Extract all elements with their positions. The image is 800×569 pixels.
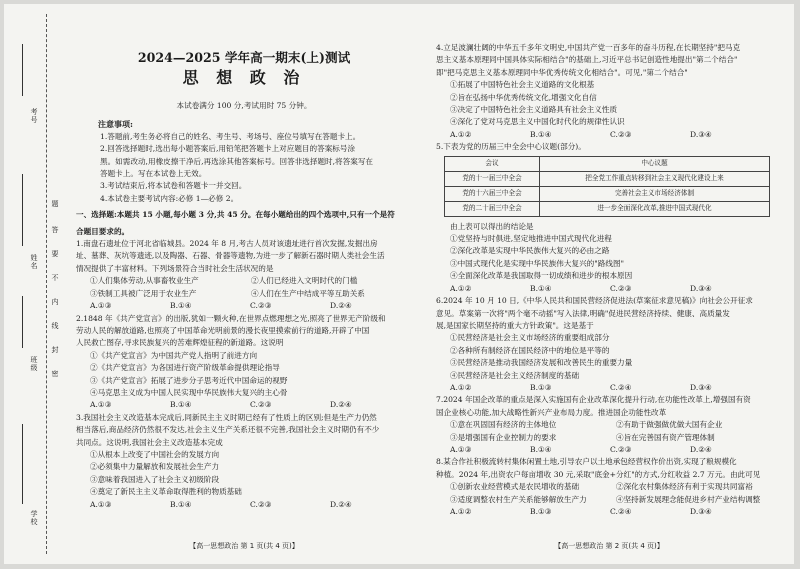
answer-option: C.②④ <box>610 507 632 516</box>
page-footer: 【高一思想政治 第 1 页(共 4 页)】 <box>189 541 299 550</box>
table-row <box>445 171 770 186</box>
page-one <box>76 4 412 564</box>
answer-option: A.①② <box>450 283 472 293</box>
choice: ③适度调整农村生产关系能够解放生产力 <box>450 494 587 504</box>
answer-option: B.①④ <box>170 400 192 410</box>
answer-option: B.①④ <box>170 499 192 509</box>
choice: ②旨在弘扬中华优秀传统文化,增强文化自信 <box>450 92 597 102</box>
table-cell: 把全党工作重点转移到社会主义现代化建设上来 <box>540 171 770 186</box>
question-stem: 址、墓葬、灰坑等遗迹,以及陶器、石器、骨器等遗物,为进一步了解新石器时期人类社会生活 <box>76 251 385 261</box>
answer-option: A.①③ <box>450 444 472 454</box>
seal-char: 要 <box>51 250 59 257</box>
choice: ④奠定了新民主主义革命取得胜利的物质基础 <box>90 487 242 497</box>
seal-char: 封 <box>51 346 59 353</box>
table-row <box>445 201 770 216</box>
choice: ③意味着我国进入了社会主义初级阶段 <box>90 474 220 484</box>
seal-char: 答 <box>51 226 59 233</box>
seal-char: 不 <box>51 274 59 281</box>
notice-heading: 注意事项: <box>98 119 133 130</box>
exam-meta: 本试卷满分 100 分,考试用时 75 分钟。 <box>176 101 312 110</box>
seal-char: 密 <box>51 370 59 377</box>
underline-name <box>22 174 23 246</box>
answer-option: C.②③ <box>250 301 272 311</box>
table-cell: 党的十一届三中全会 <box>445 171 540 186</box>
choice: ①民营经济是社会主义市场经济的重要组成部分 <box>450 333 610 343</box>
table-header: 会议 <box>445 156 540 171</box>
notice-item: 答题卡上。写在本试卷上无效。 <box>100 169 207 179</box>
section-heading: 合题目要求的。 <box>76 226 130 236</box>
answer-option: A.①③ <box>90 499 112 509</box>
answer-option: D.②④ <box>690 444 712 454</box>
choice: ③决定了中国特色社会主义道路具有社会主义性质 <box>450 105 618 115</box>
label-exam-number: 考号 <box>30 108 38 124</box>
question-stem: 即"把马克思主义基本原理同中华优秀传统文化相结合"。可见,"第二个结合" <box>436 67 688 77</box>
question-6 <box>436 295 782 394</box>
notice-item: 4.本试卷主要考试内容:必修 1—必修 2。 <box>100 193 239 203</box>
answer-option: D.②④ <box>330 400 352 410</box>
choice: ①从根本上改变了中国社会的发展方向 <box>90 449 220 459</box>
question-stem: 意见。草案第一次将"两个毫不动摇"写入法律,明确"促进民营经济持续、健康、高质量发 <box>436 308 730 318</box>
choice: ①《共产党宣言》为中国共产党人指明了前进方向 <box>90 350 258 360</box>
notice-item: 3.考试结束后,将本试卷和答题卡一并交回。 <box>100 181 247 191</box>
question-8 <box>436 456 782 518</box>
answer-option: B.①④ <box>530 444 552 454</box>
choice: ②《共产党宣言》为各国进行资产阶级革命提供理论指导 <box>90 363 280 373</box>
table-cell: 党的十六届三中全会 <box>445 186 540 201</box>
answer-option: C.②③ <box>250 499 272 509</box>
question-stem: 7.2024 年国企改革的重点是深入实施国有企业改革深化提升行动,在功能性改革上,增强国有资 <box>436 395 751 405</box>
exam-subject: 思 想 政 治 <box>182 68 306 87</box>
question-stem: 国企业核心功能,加大战略性新兴产业布局力度。推进国企功能性改革 <box>436 407 667 417</box>
question-stem: 3.我国社会主义改造基本完成后,同新民主主义时期已经有了性质上的区别;但是生产力仍然 <box>76 412 377 422</box>
label-class: 班级 <box>30 356 38 372</box>
seal-char: 内 <box>51 298 59 305</box>
underline-class <box>22 296 23 348</box>
answer-option: C.②③ <box>610 283 632 293</box>
question-1 <box>76 238 412 312</box>
choice: ②各种所有制经济在国民经济中的地位是平等的 <box>450 345 610 355</box>
choice: ④旨在完善国有资产管理体制 <box>616 432 715 442</box>
binding-margin <box>4 4 62 564</box>
question-stem: 8.某合作社积极流转村集体闲置土地,引导农户以土地承包经营权作价出资,实现了粮规模化 <box>436 457 737 467</box>
answer-option: D.③④ <box>690 382 712 392</box>
answer-option: D.②④ <box>330 499 352 509</box>
answer-option: D.③④ <box>690 507 712 516</box>
choice: ④马克思主义成为中国人民实现中华民族伟大复兴的主心骨 <box>90 387 288 397</box>
question-stem: 6.2024 年 10 月 10 日,《中华人民共和国民营经济促进法(草案征求意见稿)》向社会公开征求 <box>436 296 753 306</box>
question-stem: 5.下表为党的历届三中全会中心议题(部分)。 <box>436 142 586 152</box>
question-lead: 由上表可以得出的结论是 <box>450 221 534 231</box>
answer-option: B.①④ <box>170 301 192 311</box>
answer-option: B.①③ <box>530 507 552 516</box>
page-two <box>436 4 782 564</box>
question-stem: 人民救亡图存,寻求民族复兴的苦难辉煌征程的新道路。这说明 <box>76 338 284 348</box>
answer-option: C.②④ <box>610 382 632 392</box>
choice: ③铁制工具被广泛用于农业生产 <box>90 288 197 298</box>
question-stem: 种植。2024 年,出资农户每亩增收 30 元,采取"底金+分红"的方式,分红收益 2.7 万元。由此可见 <box>436 469 761 479</box>
seal-dash-line <box>46 14 47 554</box>
question-stem: 1.南盘石遗址位于河北省临城县。2024 年 8 月,考古人员对该遗址进行首次发掘,发掘出房 <box>76 239 378 249</box>
answer-option: D.③④ <box>690 129 712 139</box>
question-stem: 共同点。这说明,我国社会主义改造基本完成 <box>76 437 223 447</box>
choice: ④人们在生产中结成平等互助关系 <box>251 288 365 298</box>
choice: ④坚持新发展理念能促进乡村产业结构调整 <box>616 494 761 504</box>
question-stem: 劳动人民的解放道路,也照亮了中国革命光明前景的漫长夜里摸索前行的道路,开辟了中国 <box>76 325 370 335</box>
notice-item: 1.答题前,考生务必将自己的姓名、考生号、考场号、座位号填写在答题卡上。 <box>100 131 361 141</box>
question-stem: 情况提供了丰富材料。下列场景符合当时社会生活状况的是 <box>76 263 274 273</box>
question-3 <box>76 412 412 511</box>
choice: ②深化改革是实现中华民族伟大复兴的必由之路 <box>450 246 610 256</box>
answer-option: D.②④ <box>330 301 352 311</box>
choice: ④民营经济是社会主义经济制度的基础 <box>450 370 580 380</box>
question-4 <box>436 42 782 141</box>
table-cell: 进一步全面深化改革,推进中国式现代化 <box>540 201 770 216</box>
answer-option: B.①③ <box>530 382 552 392</box>
label-name: 姓名 <box>30 254 38 270</box>
seal-char: 线 <box>51 322 59 329</box>
answer-option: A.①③ <box>90 301 112 311</box>
choice: ②有助于做强做优做大国有企业 <box>616 420 723 430</box>
answer-option: A.①③ <box>90 400 112 410</box>
choice: ③是增强国有企业控制力的要求 <box>450 432 557 442</box>
answer-option: C.②③ <box>610 129 632 139</box>
underline-school <box>22 424 23 504</box>
agenda-table <box>444 156 770 217</box>
choice: ②深化农村集体经济有利于实现共同富裕 <box>616 482 753 492</box>
section-heading: 一、选择题:本题共 15 小题,每小题 3 分,共 45 分。在每小题给出的四个选项中,只有一个是符 <box>76 210 395 220</box>
answer-option: A.①② <box>450 382 472 392</box>
question-stem: 展,是国家长期坚持的重大方针政策"。这是基于 <box>436 320 594 330</box>
seal-char: 题 <box>51 200 59 207</box>
answer-option: A.①② <box>450 507 472 516</box>
table-header: 中心议题 <box>540 156 770 171</box>
choice: ①党坚持与时俱进,坚定地推进中国式现代化进程 <box>450 234 612 244</box>
exam-sheet <box>4 4 794 564</box>
question-7 <box>436 394 782 456</box>
choice: ③《共产党宣言》拓展了进步分子思考近代中国命运的视野 <box>90 375 288 385</box>
answer-option: A.①② <box>450 129 472 139</box>
choice: ③中国式现代化是实现中华民族伟大复兴的"路线图" <box>450 258 625 268</box>
question-stem: 相当落后,商品经济仍然很不发达,社会主义生产关系还很不完善,我国社会主义时期仍有不少 <box>76 425 380 435</box>
choice: ①意在巩固国有经济的主体地位 <box>450 420 557 430</box>
choice: ③民营经济是推动我国经济发展和改善民生的重要力量 <box>450 358 633 368</box>
choice: ①人们集体劳动,从事畜牧业生产 <box>90 276 199 286</box>
answer-option: C.②③ <box>610 444 632 454</box>
choice: ②必须集中力量解放和发展社会生产力 <box>90 462 220 472</box>
answer-option: B.①④ <box>530 283 552 293</box>
question-stem: 2.1848 年《共产党宣言》的出版,犹如一颗火种,在世界点燃理想之光,照亮了世界无产阶级和 <box>76 313 386 323</box>
question-2 <box>76 313 412 412</box>
notice-item: 2.回答选择题时,选出每小题答案后,用铅笔把答题卡上对应题目的答案标号涂 <box>100 144 356 154</box>
notice-item: 黑。如需改动,用橡皮擦干净后,再选涂其他答案标号。回答非选择题时,将答案写在 <box>100 156 374 166</box>
choice: ①拓展了中国特色社会主义道路的文化根基 <box>450 80 595 90</box>
choice: ④全面深化改革是我国取得一切成绩和进步的根本原因 <box>450 271 633 281</box>
exam-title: 2024—2025 学年高一期末(上)测试 <box>137 50 351 65</box>
choice: ①创新农业经营模式是农民增收的基础 <box>450 482 580 492</box>
question-stem: 4.立足波澜壮阔的中华五千多年文明史,中国共产党一百多年的奋斗历程,在长期坚持"把马克 <box>436 43 741 52</box>
table-row <box>445 186 770 201</box>
choice: ②人们已经进入文明时代的门槛 <box>251 276 358 286</box>
choice: ④深化了党对马克思主义中国化时代化的规律性认识 <box>450 117 625 127</box>
page-footer: 【高一思想政治 第 2 页(共 4 页)】 <box>554 541 664 550</box>
answer-option: C.②③ <box>250 400 272 410</box>
label-school: 学校 <box>30 510 38 526</box>
answer-option: B.①④ <box>530 129 552 139</box>
question-5 <box>436 141 782 295</box>
table-cell: 党的二十届三中全会 <box>445 201 540 216</box>
underline-exam-number <box>22 44 23 96</box>
answer-option: D.③④ <box>690 283 712 293</box>
table-cell: 完善社会主义市场经济体制 <box>540 186 770 201</box>
question-stem: 思主义基本原理同中国具体实际相结合"的基础上,习近平总书记创造性地提出"第二个结合" <box>436 55 738 65</box>
